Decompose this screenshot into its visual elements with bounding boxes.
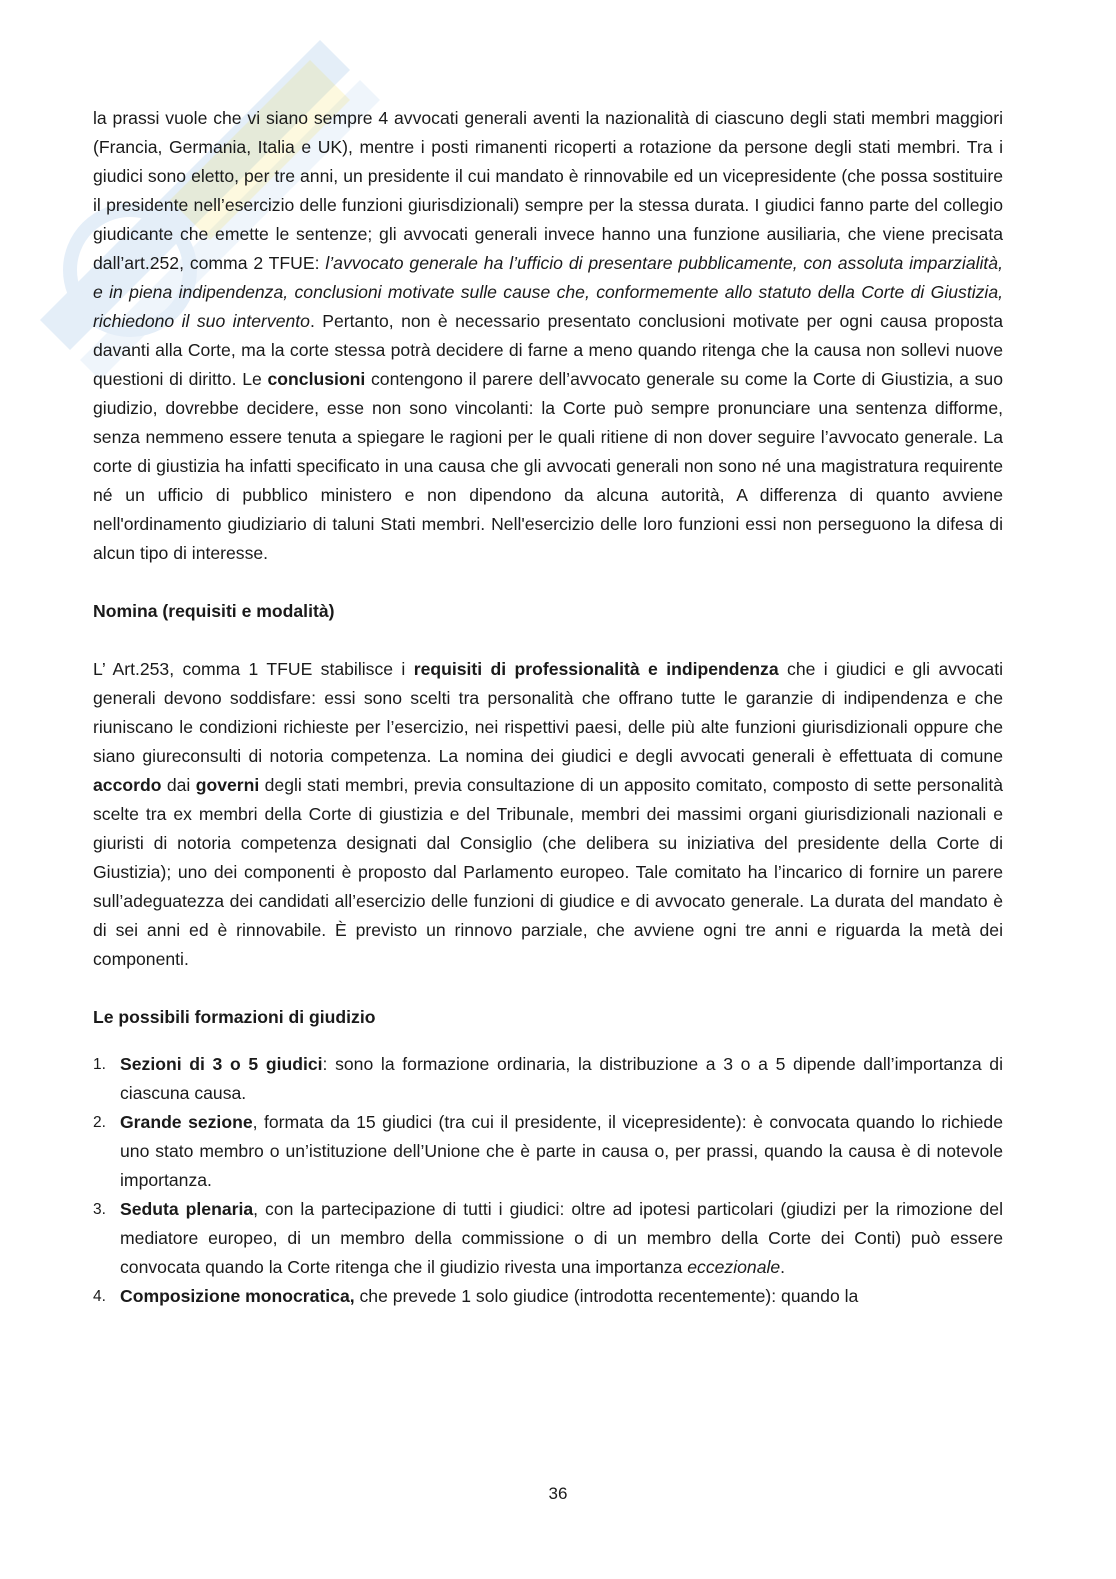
paragraph-text: la prassi vuole che vi siano sempre 4 avvocati generali aventi la nazionalità di ciascuno degli stati membri maggiori (Francia, Germania, Italia e UK), mentre i posti rimanenti ricoperti a rotazione da persone degli stati membri. Tra i giudici sono eletto, per tre anni, un presidente il cui mandato è rinnovabile ed un vicepresidente (che possa sostituire il presidente nell’esercizio delle funzioni giurisdizionali) sempre per la stessa durata. I giudici fanno parte del collegio giudicante che emette le sentenze; gli avvocati generali invece hanno una funzione ausiliaria, che viene precisata dall’art.252, comma 2 TFUE: (93, 108, 1003, 273)
list-item-title: Seduta plenaria (120, 1199, 254, 1219)
paragraph-text: L’ Art.253, comma 1 TFUE stabilisce i (93, 659, 414, 679)
list-item-title: Grande sezione (120, 1112, 253, 1132)
bold-term-requisiti: requisiti di professionalità e indipendenza (413, 659, 779, 679)
list-item-italic: eccezionale (687, 1257, 781, 1277)
list-number: 2. (93, 1114, 106, 1131)
list-number: 1. (93, 1056, 106, 1073)
paragraph-corte-composizione (93, 104, 1003, 568)
list-number: 3. (93, 1201, 106, 1218)
quote-art-252: l’avvocato generale ha l’ufficio di presentare pubblicamente, con assoluta imparzialità, e in piena indipendenza, conclusioni motivate sulle cause che, conformemente allo statuto della Corte di Giustizia, richiedono il suo intervento (93, 253, 1003, 331)
list-item (93, 1050, 1003, 1108)
list-item-text: che prevede 1 solo giudice (introdotta recentemente): quando la (354, 1286, 859, 1306)
list-item-text: . (780, 1257, 786, 1277)
list-item-title: Sezioni di 3 o 5 giudici (120, 1054, 323, 1074)
list-item-text: , formata da 15 giudici (tra cui il presidente, il vicepresidente): è convocata quando lo richiede uno stato membro o un’istituzione dell’Unione che è parte in causa o, per prassi, quando la causa è di notevole importanza. (120, 1112, 1003, 1190)
list-item-text: , con la partecipazione di tutti i giudici: oltre ad ipotesi particolari (giudizi per la rimozione del mediatore europeo, di un membro della commissione o di un membro della Corte dei Conti) può essere convocata quando la Corte ritenga che il giudizio rivesta una importanza (120, 1199, 1003, 1277)
paragraph-text: . Pertanto, non è necessario presentato conclusioni motivate per ogni causa proposta davanti alla Corte, ma la corte stessa potrà decidere di farne a meno quando ritenga che la causa non sollevi nuove questioni di diritto. Le (93, 311, 1003, 389)
list-item (93, 1195, 1003, 1282)
formazioni-list (93, 1050, 1003, 1311)
paragraph-text: contengono il parere dell’avvocato generale su come la Corte di Giustizia, a suo giudizio, dovrebbe decidere, esse non sono vincolanti: la Corte può sempre pronunciare una sentenza difforme, senza nemmeno essere tenuta a spiegare le ragioni per le quali ritiene di non dover seguire l’avvocato generale. La corte di giustizia ha infatti specificato in una causa che gli avvocati generali non sono né una magistratura requirente né un ufficio di pubblico ministero e non dipendono da alcuna autorità, A differenza di quanto avviene nell'ordinamento giudiziario di taluni Stati membri. Nell'esercizio delle loro funzioni essi non perseguono la difesa di alcun tipo di interesse. (93, 369, 1004, 563)
page-number: 36 (548, 1484, 568, 1503)
bold-term-conclusioni: conclusioni (267, 369, 366, 389)
document-body (93, 104, 1003, 1311)
list-item-text: : sono la formazione ordinaria, la distribuzione a 3 o a 5 dipende dall’importanza di ciascuna causa. (120, 1054, 1003, 1103)
paragraph-nomina (93, 655, 1003, 974)
bold-term-accordo: accordo (93, 775, 162, 795)
paragraph-text: degli stati membri, previa consultazione di un apposito comitato, composto di sette personalità scelte tra ex membri della Corte di giustizia e del Tribunale, membri dei massimi organi giurisdizionali nazionali e giuristi di notoria competenza designati dal Consiglio (che delibera su iniziativa del presidente della Corte di Giustizia); uno dei componenti è proposto dal Parlamento europeo. Tale comitato ha l’incarico di fornire un parere sull’adeguatezza dei candidati all’esercizio delle funzioni di giudice e di avvocato generale. La durata del mandato è di sei anni ed è rinnovabile. È previsto un rinnovo parziale, che avviene ogni tre anni e riguarda la metà dei componenti. (93, 775, 1004, 969)
paragraph-text: che i giudici e gli avvocati generali devono soddisfare: essi sono scelti tra personalità che offrano tutte le garanzie di indipendenza e che riuniscano le condizioni richieste per l’esercizio, nei rispettivi paesi, delle più alte funzioni giurisdizionali oppure che siano giureconsulti di notoria competenza. La nomina dei giudici e degli avvocati generali è effettuata di comune (93, 659, 1003, 766)
list-item-title: Composizione monocratica, (120, 1286, 355, 1306)
list-item (93, 1108, 1003, 1195)
section-heading-formazioni: Le possibili formazioni di giudizio (93, 1007, 376, 1027)
bold-term-governi: governi (195, 775, 260, 795)
section-heading-nomina: Nomina (requisiti e modalità) (93, 601, 335, 621)
list-item (93, 1282, 1003, 1311)
list-number: 4. (93, 1288, 106, 1305)
paragraph-text: dai (161, 775, 196, 795)
